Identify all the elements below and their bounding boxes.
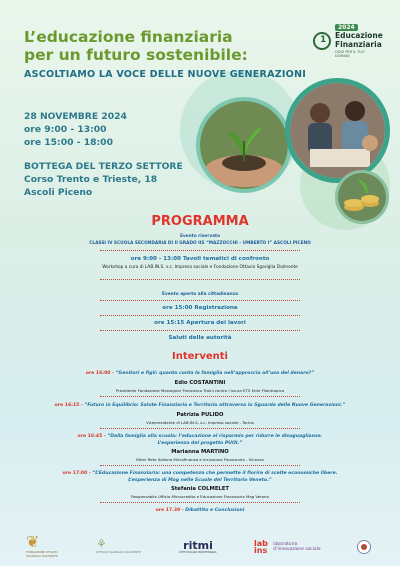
talk-3 [0, 434, 400, 439]
divider [100, 279, 300, 280]
talk-time: ore 17.30 - [155, 508, 184, 513]
fondazione-mark-icon: ❦ [26, 532, 40, 551]
talk-2 [0, 403, 400, 408]
open-label: Evento aperto alla cittadinanza [162, 292, 238, 297]
venue-address: Corso Trento e Trieste, 18 [24, 174, 158, 185]
event-date: 28 NOVEMBRE 2024 [24, 111, 127, 122]
ritmi-text: ritmi [183, 539, 213, 552]
talk-4 [0, 471, 400, 476]
talk-title: “L’Educazione Finanziaria: una competenza che permette il fiorire di scelte economiche libere. [92, 471, 338, 476]
venue-city: Ascoli Piceno [24, 187, 93, 198]
talk-time: ore 16:45 - [77, 434, 106, 439]
divider [100, 250, 300, 251]
sponsor-logos [0, 528, 400, 566]
emblem-icon [357, 540, 371, 554]
subtitle: ASCOLTIAMO LA VOCE DELLE NUOVE GENERAZIONI [24, 69, 307, 80]
page-title [24, 28, 274, 64]
ritmi-logo [178, 540, 218, 554]
talk-time: ore 17:00 - [62, 471, 91, 476]
programma-heading: PROGRAMMA [151, 214, 249, 229]
talk-role: Presidente Fondazione Monsignor Francesco Traini contro l’usura ETS Ente Filantropico [115, 388, 285, 393]
talk-title: Dibattito e Conclusioni [185, 508, 245, 513]
event-time-morning: ore 9:00 - 13:00 [24, 124, 107, 135]
talk-time: ore 16:15 - [54, 403, 83, 408]
event-time-afternoon: ore 15:00 - 18:00 [24, 137, 113, 148]
photo-plant-hands [196, 97, 292, 193]
divider [100, 502, 300, 503]
plant-hands-image [200, 101, 288, 189]
badge-line-3: OGGI PER IL TUO DOMANI [335, 50, 365, 58]
labins-logo [254, 540, 334, 554]
sgariglia-text: OTTAVIO SGARIGLIA DALMONTE [96, 550, 141, 554]
registration: ore 15:00 Registrazione [162, 305, 238, 311]
photo-students [285, 78, 390, 183]
morning-session: ore 9:00 - 13:00 Tavoli tematici di confronto [130, 256, 270, 262]
talk-title-cont: L’esperienza del progetto PUOI.” [157, 441, 243, 446]
educazione-finanziaria-logo [313, 24, 383, 64]
talk-1 [0, 371, 400, 376]
talk-role: Ritmi Rete Italiana Microfinanza e Inclusione Finanziaria - Vicenza [136, 457, 264, 462]
fondazione-text: FONDAZIONE OTTAVIO SGARIGLIA DALMONTE [26, 550, 58, 558]
divider [100, 396, 300, 397]
greetings: Saluti delle autorità [168, 335, 232, 341]
badge-line-2: Finanziaria [335, 40, 382, 49]
fondazione-logo [26, 534, 66, 558]
divider [100, 465, 300, 466]
title-line-2: per un futuro sostenibile: [24, 46, 248, 64]
divider [100, 330, 300, 331]
reserved-label: Evento riservato [179, 234, 221, 239]
divider [100, 315, 300, 316]
talk-role: Responsabile Ufficio Microcredito e Educazione Finanziaria Mag Verona [131, 494, 269, 499]
venue-name: BOTTEGA DEL TERZO SETTORE [24, 161, 183, 172]
badge-number: 1 [320, 35, 327, 45]
ritmi-sub: RETE ITALIANA MICROFINANZA [179, 551, 217, 554]
reserved-to: CLASSI IV SCUOLA SECONDARIA DI II GRADO IIS “MAZZOCCHI - UMBERTO I” ASCOLI PICENO [89, 241, 311, 246]
badge-ring-icon [313, 32, 331, 50]
talk-speaker: Marianna MARTINO [171, 449, 229, 455]
talk-title: “Futuro in Equilibrio: Salute Finanziaria e Territorio attraverso lo Sguardo delle Nuove Generazioni.” [84, 403, 346, 408]
talk-speaker: Edio COSTANTINI [174, 380, 226, 386]
divider [100, 300, 300, 301]
round-emblem-logo [357, 540, 371, 554]
talk-time: ore 16:00 - [85, 371, 114, 376]
badge-year: 2024 [335, 24, 358, 31]
interventi-heading: Interventi [172, 351, 228, 362]
sgariglia-mark-icon: ⚘ [96, 537, 107, 551]
talk-5 [0, 508, 400, 513]
labins-mark: lab ins [254, 539, 268, 555]
talk-title: “Dalla famiglia alla scuola: l’educazione al risparmio per ridurre le disuguaglianze. [107, 434, 323, 439]
opening: ore 15:15 Apertura dei lavori [154, 320, 246, 326]
event-venue [24, 160, 183, 199]
workshop-info: Workshop a cura di LAB.IN.S. s.c. Impresa sociale e Fondazione Ottavio Sgariglia Dalmonte [102, 265, 298, 270]
talk-title: “Genitori e figli: quanto conta la famiglia nell’approccio all’uso del denaro?” [115, 371, 315, 376]
badge-line-1: Educazione [335, 31, 383, 40]
title-line-1: L’educazione finanziaria [24, 28, 233, 46]
labins-text: laboratorio d’innovazione sociale [273, 542, 321, 552]
talk-title-cont: L’esperienza di Mag nelle Scuole del Territorio Veneto.” [128, 478, 272, 483]
sgariglia-logo [96, 538, 146, 554]
talk-speaker: Stefania COLMELET [170, 486, 230, 492]
event-schedule [24, 110, 127, 149]
talk-speaker: Patrizia PULIDO [176, 412, 224, 418]
talk-role: Vicepresidente di LAB.IN.S. s.c. Impresa sociale - Torino [146, 420, 254, 425]
students-image [290, 83, 385, 178]
divider [100, 428, 300, 429]
